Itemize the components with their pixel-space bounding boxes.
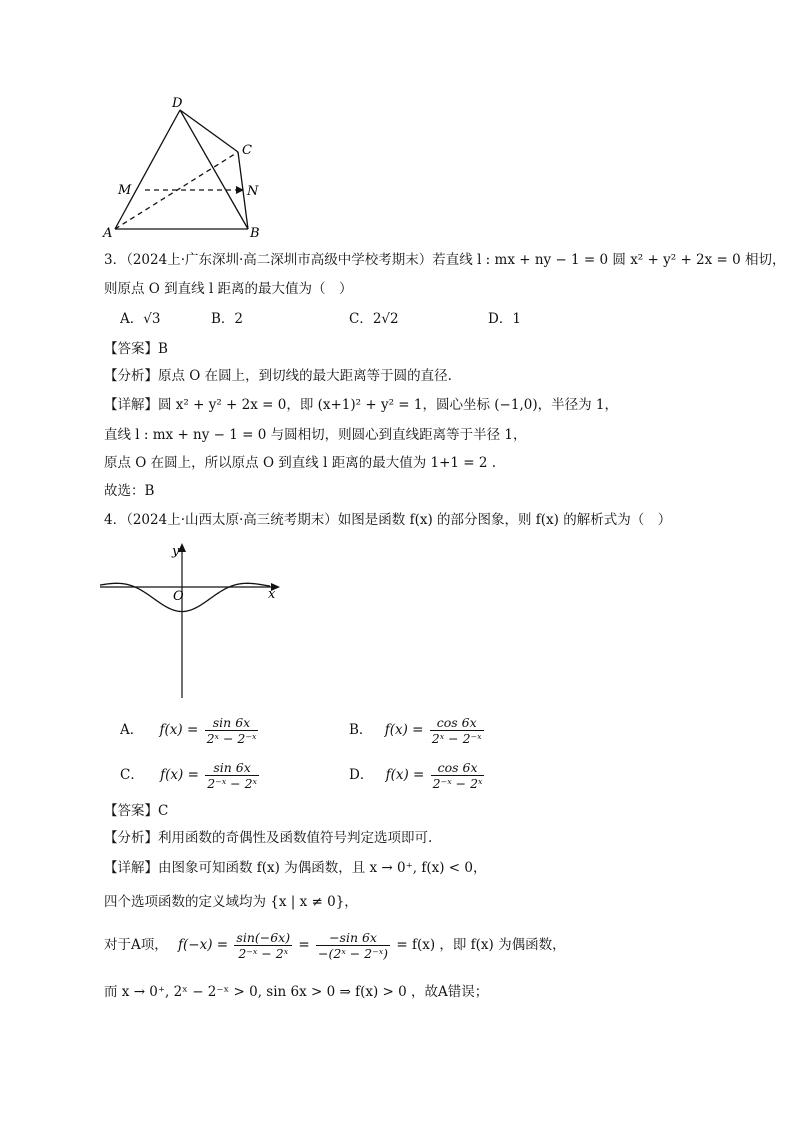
q4-option-d-num: cos 6x <box>431 760 485 776</box>
q3-stem-line1: 3．（2024上·广东深圳·高二深圳市高级中学校考期末）若直线 l : mx + ny − 1 = 0 圆 x² + y² + 2x = 0 相切， <box>104 252 786 268</box>
q4-option-a-den: 2ˣ − 2⁻ˣ <box>206 731 257 746</box>
label-b: B <box>250 226 260 241</box>
q4-option-b-frac <box>430 715 484 746</box>
graph-label-x: x <box>268 587 276 602</box>
q4-option-a-lhs: f(x) = <box>159 722 199 738</box>
q4-option-c <box>120 760 261 791</box>
function-graph <box>98 540 283 700</box>
q3-option-b: B．2 <box>211 311 244 327</box>
q3-option-a: A．√3 <box>120 311 161 327</box>
q3-detail-2: 直线 l : mx + ny − 1 = 0 与圆相切，则圆心到直线距离等于半径 1， <box>104 427 527 443</box>
q4-option-a-letter: A． <box>120 722 144 738</box>
q4-detail-3-frac1-den: 2⁻ˣ − 2ˣ <box>238 946 289 961</box>
q4-option-c-den: 2⁻ˣ − 2ˣ <box>207 776 257 791</box>
label-m: M <box>118 183 132 198</box>
q4-option-c-letter: C． <box>120 767 144 783</box>
q4-option-d-letter: D． <box>349 767 374 783</box>
q4-option-c-lhs: f(x) = <box>160 767 199 783</box>
q4-answer: 【答案】C <box>104 803 169 819</box>
q4-option-b-den: 2ˣ − 2⁻ˣ <box>431 731 482 746</box>
q3-option-c: C．2√2 <box>349 311 399 327</box>
q4-option-d-lhs: f(x) = <box>385 767 425 783</box>
q3-answer: 【答案】B <box>104 341 168 357</box>
q4-option-b <box>349 715 486 746</box>
label-d: D <box>172 96 183 111</box>
q4-option-a-num: sin 6x <box>205 715 259 731</box>
q4-option-d-frac <box>431 760 485 791</box>
label-n: N <box>247 184 259 199</box>
q3-detail-4: 故选：B <box>104 483 155 499</box>
q4-detail-3-frac1 <box>234 930 292 961</box>
q3-detail-3: 原点 O 在圆上，所以原点 O 到直线 l 距离的最大值为 1+1 = 2 . <box>104 455 497 471</box>
q4-option-d <box>349 760 486 791</box>
q4-detail-4: 而 x → 0⁺, 2ˣ − 2⁻ˣ > 0, sin 6x > 0 ⇒ f(x) > 0 ，故A错误； <box>104 984 489 1000</box>
q4-option-b-lhs: f(x) = <box>384 722 424 738</box>
tetrahedron-figure <box>100 92 270 242</box>
q4-option-a-frac <box>205 715 259 746</box>
label-c: C <box>242 143 252 158</box>
q4-detail-2: 四个选项函数的定义域均为 {x | x ≠ 0}， <box>104 894 358 910</box>
q4-detail-3-suffix: = f(x) ，即 f(x) 为偶函数， <box>396 937 566 953</box>
q3-option-d: D．1 <box>488 311 521 327</box>
q4-detail-3-eq: = <box>298 937 310 953</box>
q4-option-d-den: 2⁻ˣ − 2ˣ <box>432 776 483 791</box>
q4-detail-3-frac2 <box>316 930 390 961</box>
q3-detail-1: 【详解】圆 x² + y² + 2x = 0，即 (x+1)² + y² = 1，圆心坐标 (−1,0)，半径为 1， <box>104 397 618 413</box>
q4-detail-3-frac2-num: −sin 6x <box>316 930 390 946</box>
q4-option-a <box>120 715 260 746</box>
q4-stem: 4．（2024上·山西太原·高三统考期末）如图是函数 f(x) 的部分图象，则 f(x) 的解析式为（ ） <box>104 512 672 528</box>
q3-stem-line2: 则原点 O 到直线 l 距离的最大值为（ ） <box>104 281 353 297</box>
q4-option-c-num: sin 6x <box>205 760 259 776</box>
graph-label-y: y <box>172 544 180 559</box>
q4-detail-3-lhs: f(−x) = <box>178 937 229 953</box>
q4-detail-3 <box>104 930 566 961</box>
q4-option-b-letter: B． <box>349 722 373 738</box>
q4-detail-1: 【详解】由图象可知函数 f(x) 为偶函数，且 x → 0⁺, f(x) < 0， <box>104 860 487 876</box>
q4-detail-3-prefix: 对于A项， <box>104 937 168 953</box>
graph-label-origin: O <box>173 589 184 604</box>
q4-analysis: 【分析】利用函数的奇偶性及函数值符号判定选项即可. <box>104 830 433 846</box>
label-a: A <box>103 226 113 241</box>
q4-option-c-frac <box>205 760 259 791</box>
q4-detail-3-frac1-num: sin(−6x) <box>236 930 291 945</box>
q4-option-b-num: cos 6x <box>430 715 484 731</box>
q4-detail-3-frac2-den: −(2ˣ − 2⁻ˣ) <box>318 946 389 961</box>
q3-analysis: 【分析】原点 O 在圆上，到切线的最大距离等于圆的直径. <box>104 368 452 384</box>
